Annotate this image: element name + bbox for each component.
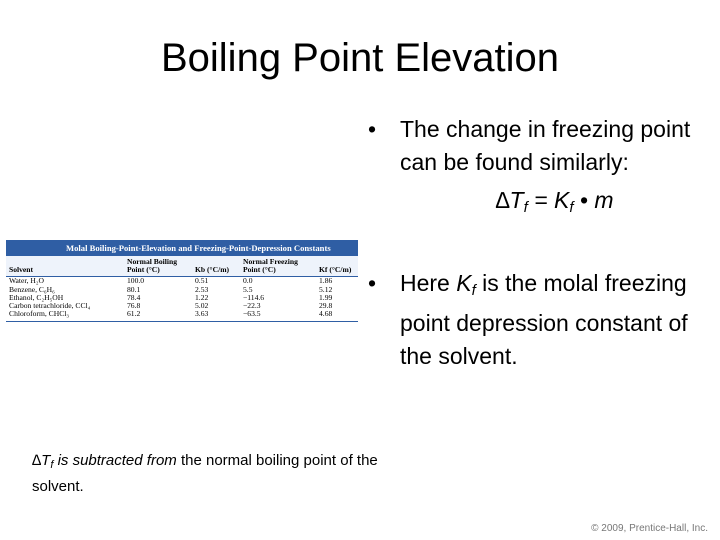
cell-kf: 1.86 [319, 276, 333, 286]
bullet-k: K [456, 269, 472, 296]
col-freezing-point: Normal Freezing Point (°C) [240, 256, 316, 277]
cell-kb: 1.22 [195, 292, 209, 302]
formula-sub-f: f [523, 199, 528, 216]
bullet-list [368, 113, 713, 372]
col-boiling-point: Normal Boiling Point (°C) [124, 256, 192, 277]
cell-solvent: Benzene, C₆H₆ [9, 284, 55, 294]
bullet-text-post: is the molal freezing point depression constant of the solvent. [400, 269, 688, 369]
slide-title: Boiling Point Elevation [160, 36, 560, 80]
cell-boiling-point: 80.1 [127, 284, 141, 294]
formula-times-m: • m [573, 187, 614, 213]
formula-delta-t: ∆T [495, 187, 524, 213]
bullet-dot: • [368, 269, 377, 296]
formula-sub-f2: f [569, 199, 574, 216]
bullet-item [368, 267, 713, 373]
footnote [32, 450, 412, 497]
constants-table [6, 240, 358, 322]
note-delta-t: ∆T [32, 452, 51, 469]
cell-solvent: Chloroform, CHCl₃ [6, 310, 124, 322]
col-solvent: Solvent [6, 256, 124, 277]
copyright: © 2009, Prentice-Hall, Inc. [591, 523, 708, 534]
cell-kf: 29.8 [319, 301, 333, 311]
table-row [6, 277, 358, 286]
formula-equals-k: = K [527, 187, 570, 213]
bullet-dot: • [368, 116, 377, 142]
note-sub-f: f [50, 459, 54, 471]
cell-kb: 3.63 [192, 310, 240, 322]
note-rest: the normal boiling point of the solvent. [32, 452, 378, 495]
cell-boiling-point: 76.8 [127, 301, 141, 311]
cell-freezing-point: −63.5 [240, 310, 316, 322]
col-kf: Kf (°C/m) [316, 256, 358, 277]
cell-boiling-point: 61.2 [124, 310, 192, 322]
cell-freezing-point: 5.5 [243, 284, 253, 294]
table-row [6, 310, 358, 322]
cell-kb: 2.53 [195, 284, 209, 294]
cell-kb: 5.02 [195, 301, 209, 311]
cell-freezing-point: 0.0 [243, 276, 253, 286]
cell-solvent: Ethanol, C₂H₅OH [9, 292, 64, 302]
col-kb: Kb (°C/m) [192, 256, 240, 277]
cell-kf: 1.99 [319, 292, 333, 302]
cell-solvent: Water, H₂O [9, 276, 45, 286]
bullet-text: The change in freezing point can be found similarly: [400, 116, 691, 175]
cell-solvent: Carbon tetrachloride, CCl₄ [9, 301, 91, 311]
cell-kb: 0.51 [195, 276, 209, 286]
cell-kf: 5.12 [319, 284, 333, 294]
cell-boiling-point: 78.4 [127, 292, 141, 302]
cell-boiling-point: 100.0 [127, 276, 145, 286]
freezing-point-formula [396, 184, 713, 225]
cell-freezing-point: −114.6 [243, 292, 265, 302]
bullet-text-pre: Here [400, 269, 457, 296]
bullet-k-sub: f [471, 281, 476, 299]
table-title: Molal Boiling-Point-Elevation and Freezing-Point-Depression Constants [6, 240, 358, 256]
cell-freezing-point: −22.3 [243, 301, 261, 311]
bullet-item [368, 113, 713, 178]
note-italic: is subtracted from [53, 452, 177, 469]
cell-kf: 4.68 [316, 310, 358, 322]
table-header-row [6, 256, 358, 277]
